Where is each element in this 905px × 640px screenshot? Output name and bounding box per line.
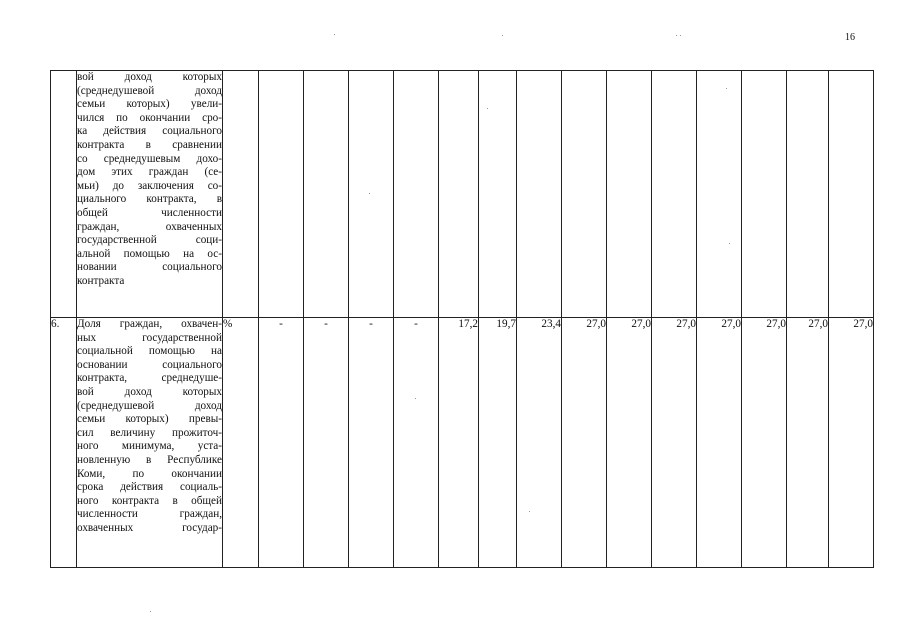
- description-line: ных государственной: [77, 331, 222, 344]
- value-cell: [349, 71, 394, 318]
- description-line: семьи которых) увели-: [77, 98, 222, 111]
- value-cell: [304, 71, 349, 318]
- indicators-table: [50, 70, 874, 568]
- description-line: основании социального: [77, 358, 222, 371]
- description-line: дом этих граждан (се-: [77, 166, 222, 179]
- description-line: циального контракта, в: [77, 193, 222, 206]
- description-line: контракта: [77, 274, 125, 287]
- value-cell: 27,0: [787, 318, 829, 568]
- value-cell: 27,0: [652, 318, 697, 568]
- scan-speck: [729, 243, 730, 244]
- table-row: [51, 318, 874, 568]
- value-cell: [742, 71, 787, 318]
- unit-cell: [223, 71, 259, 318]
- scan-speck: [676, 35, 677, 36]
- description-line: социальной помощью на: [77, 345, 222, 358]
- value-cell: 23,4: [517, 318, 562, 568]
- description-line: государственной соци-: [77, 234, 222, 247]
- description-line: сил величину прожиточ-: [77, 426, 222, 439]
- indicator-description: [77, 318, 223, 568]
- value-cell: -: [259, 318, 304, 568]
- description-line: (среднедушевой доход: [77, 84, 222, 97]
- value-cell: 27,0: [697, 318, 742, 568]
- value-cell: [439, 71, 479, 318]
- value-cell: [697, 71, 742, 318]
- value-cell: [479, 71, 517, 318]
- description-line: семьи которых) превы-: [77, 413, 222, 426]
- scan-speck: [150, 611, 151, 612]
- value-cell: [607, 71, 652, 318]
- scan-speck: [487, 108, 488, 109]
- description-line: охваченных государ-: [77, 521, 222, 534]
- value-cell: [259, 71, 304, 318]
- scan-speck: [415, 398, 416, 399]
- description-line: (среднедушевой доход: [77, 399, 222, 412]
- description-line: Коми, по окончании: [77, 467, 222, 480]
- value-cell: [829, 71, 874, 318]
- value-cell: 19,7: [479, 318, 517, 568]
- description-line: новании социального: [77, 261, 222, 274]
- description-line: со среднедушевым дохо-: [77, 152, 222, 165]
- scan-speck: [369, 193, 370, 194]
- scan-speck: [726, 88, 727, 89]
- scan-speck: [334, 34, 335, 35]
- description-line: численности граждан,: [77, 508, 222, 521]
- description-line: вой доход которых: [77, 71, 222, 83]
- description-line: мьи) до заключения со-: [77, 179, 222, 192]
- value-cell: -: [304, 318, 349, 568]
- table-row: [51, 71, 874, 318]
- indicator-description: [77, 71, 223, 318]
- row-number: [51, 71, 77, 318]
- description-line: ного минимума, уста-: [77, 440, 222, 453]
- value-cell: -: [349, 318, 394, 568]
- value-cell: [562, 71, 607, 318]
- description-line: новленную в Республике: [77, 453, 222, 466]
- description-line: общей численности: [77, 206, 222, 219]
- description-line: ного контракта в общей: [77, 494, 222, 507]
- description-line: контракта в сравнении: [77, 138, 222, 151]
- value-cell: 27,0: [742, 318, 787, 568]
- value-cell: [787, 71, 829, 318]
- value-cell: 27,0: [829, 318, 874, 568]
- description-line: вой доход которых: [77, 385, 222, 398]
- scan-speck: [680, 35, 681, 36]
- scan-speck: [529, 511, 530, 512]
- value-cell: -: [394, 318, 439, 568]
- description-line: альной помощью на ос-: [77, 247, 222, 260]
- description-line: ка действия социального: [77, 125, 222, 138]
- description-line: чился по окончании сро-: [77, 111, 222, 124]
- description-line: срока действия социаль-: [77, 481, 222, 494]
- scan-speck: [502, 35, 503, 36]
- unit-cell: %: [223, 318, 259, 568]
- description-line: граждан, охваченных: [77, 220, 222, 233]
- value-cell: 17,2: [439, 318, 479, 568]
- value-cell: [517, 71, 562, 318]
- page-number: 16: [845, 32, 855, 43]
- description-line: Доля граждан, охвачен-: [77, 318, 222, 330]
- value-cell: [652, 71, 697, 318]
- description-line: контракта, среднедуше-: [77, 372, 222, 385]
- value-cell: 27,0: [562, 318, 607, 568]
- row-number: 6.: [51, 318, 77, 568]
- value-cell: [394, 71, 439, 318]
- value-cell: 27,0: [607, 318, 652, 568]
